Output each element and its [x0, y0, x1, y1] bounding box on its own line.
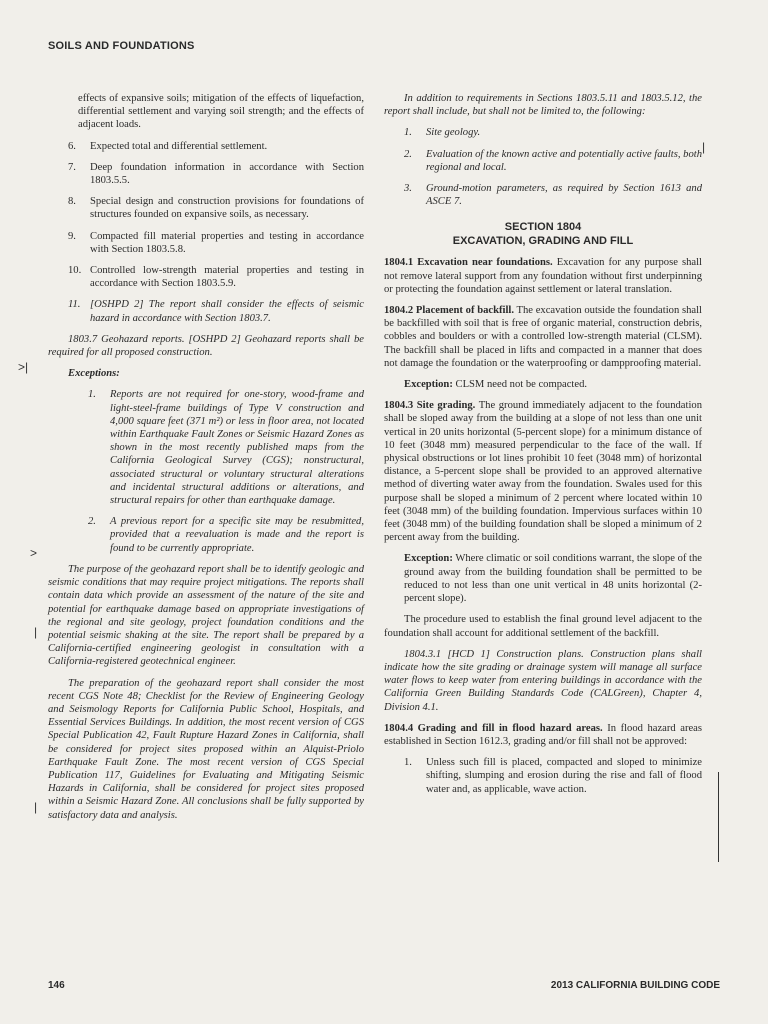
- section-1804-1-head: 1804.1 Excavation near foundations.: [384, 257, 553, 269]
- exception-clsm-body: CLSM need not be compacted.: [452, 379, 588, 391]
- list-number: 10.: [68, 265, 82, 277]
- list-text: Controlled low-strength material properties and testing in accordance with Section 1803.5.9.: [90, 265, 364, 290]
- report-item-1: [384, 126, 702, 139]
- section-heading: [384, 220, 702, 248]
- section-1804-4-body: In flood hazard areas established in Section 1612.3, grading and/or fill shall not be approved:: [384, 722, 702, 747]
- list-number: 2.: [404, 148, 412, 160]
- exception-slope: [384, 552, 702, 605]
- section-title: EXCAVATION, GRADING AND FILL: [452, 235, 634, 248]
- list-item-6: [48, 140, 364, 153]
- section-1804-3-body: The ground immediately adjacent to the foundation shall be sloped away from the building at a slope of not less than one unit vertical in 20 units horizontal (5-percent slope) for a minimum distance of 10 feet (3048 mm) measured perpendicular to the face of the wall. If physical obstructions or lot lines prohibit 10 feet (3048 mm) of horizontal distance, a 5-percent slope shall be provided to an approved alternative method of diverting water away from the foundation. Swales used for this purpose shall be sloped a minimum of 2 percent where located within 10 feet (3048 mm) of the building foundation. Impervious surfaces within 10 feet (3048 mm) of the building foundation shall be sloped a minimum of 2 percent away from the building.: [384, 400, 702, 544]
- section-1804-1: [384, 256, 702, 296]
- section-1804-1-body: Excavation for any purpose shall not remove lateral support from any foundation without first underpinning or protecting the foundation against settlement or lateral translation.: [384, 257, 702, 295]
- list-text: Ground-motion parameters, as required by Section 1613 and ASCE 7.: [426, 183, 702, 208]
- paragraph-preparation: The preparation of the geohazard report shall consider the most recent CGS Note 48; Checklist for the Review of Engineering Geology and Seismology Reports for California Public School, Hospitals, and Essential Services Buildings. In addition, the most recent version of CGS Special Publication 42, Fault Rupture Hazard Zones in California, shall be considered for project sites proposed within an Alquist-Priolo Earthquake Fault Zone. The most recent version of CGS Special Publication 117, Guidelines for Evaluating and Mitigating Seismic Hazards in California, shall be considered for project sites proposed within a Seismic Hazard Zone. All conclusions shall be fully supported by satisfactory data and analysis.: [48, 677, 364, 821]
- list-text: Deep foundation information in accordance with Section 1803.5.5.: [90, 161, 364, 187]
- flood-item-1: [384, 756, 702, 796]
- page-number: 146: [48, 980, 65, 991]
- report-item-3: [384, 182, 702, 208]
- margin-change-bar: [718, 772, 719, 862]
- list-text: Special design and construction provisions for foundations of structures founded on expansive soils, as necessary.: [90, 196, 364, 221]
- section-1804-3-head: 1804.3 Site grading.: [384, 400, 476, 412]
- section-1804-4: [384, 722, 702, 748]
- list-number: 9.: [68, 230, 76, 242]
- exception-slope-body: Where climatic or soil conditions warrant, the slope of the ground away from the building foundation shall be permitted to be reduced to not less than one unit vertical in 48 units horizontal (2-percent slope).: [404, 553, 702, 605]
- list-number: 1.: [88, 389, 96, 401]
- exception-2: [48, 515, 364, 555]
- section-1804-2-head: 1804.2 Placement of backfill.: [384, 305, 514, 317]
- section-1803-7: 1803.7 Geohazard reports. [OSHPD 2] Geohazard reports shall be required for all proposed construction.: [48, 333, 364, 359]
- margin-change-mark: >|: [18, 360, 29, 374]
- list-number: 6.: [68, 140, 76, 152]
- section-1804-3-1: 1804.3.1 [HCD 1] Construction plans. Construction plans shall indicate how the site grading or drainage system will manage all surface water flows to keep water from entering buildings in accordance with the California Green Building Standards Code (CALGreen), Chapter 4, Division 4.1.: [384, 648, 702, 713]
- left-column: [48, 92, 364, 830]
- list-text: Site geology.: [426, 127, 481, 139]
- list-text: Reports are not required for one-story, wood-frame and light-steel-frame buildings of Type V construction and 4,000 square feet (371 m²) or less in floor area, not located within Earthquake Fault Zones or Seismic Hazard Zones as shown in the most recently published maps from the California Geological Survey (CGS); nonstructural, associated structural or voluntary structural alterations and incidental structural additions or alterations, and structural repairs for other than earthquake damage.: [110, 389, 364, 507]
- exception-slope-head: Exception:: [404, 553, 453, 565]
- report-intro: In addition to requirements in Sections 1803.5.11 and 1803.5.12, the report shall include, but shall not be limited to, the following:: [384, 93, 702, 118]
- right-column: [384, 92, 702, 804]
- list-text: A previous report for a specific site may be resubmitted, provided that a reevaluation is made and the report is found to be currently appropriate.: [110, 516, 364, 554]
- list-text: [OSHPD 2] The report shall consider the effects of seismic hazard in accordance with Section 1803.7.: [90, 299, 364, 324]
- intro-continuation: effects of expansive soils; mitigation of the effects of liquefaction, differential settlement and varying soil strength; and the effects of adjacent loads.: [78, 93, 364, 131]
- margin-change-mark: >: [30, 546, 38, 560]
- margin-change-mark: |: [702, 140, 706, 154]
- margin-change-mark: |: [34, 800, 38, 814]
- section-1804-4-head: 1804.4 Grading and fill in flood hazard areas.: [384, 722, 603, 734]
- list-text: Evaluation of the known active and potentially active faults, both regional and local.: [426, 148, 702, 173]
- section-1804-2: [384, 304, 702, 370]
- report-item-2: [384, 148, 702, 174]
- margin-change-mark: |: [34, 625, 38, 639]
- list-item-8: [48, 195, 364, 221]
- list-number: 3.: [404, 183, 412, 195]
- list-text: Expected total and differential settlement.: [90, 140, 268, 152]
- section-1804-3: [384, 399, 702, 544]
- list-number: 2.: [88, 516, 96, 528]
- list-item-11: [48, 298, 364, 324]
- list-number: 7.: [68, 161, 76, 173]
- list-number: 1.: [404, 127, 412, 139]
- list-item-10: [48, 264, 364, 290]
- exception-1: [48, 388, 364, 507]
- list-number: 11.: [68, 299, 81, 311]
- exceptions-heading: Exceptions:: [68, 368, 120, 380]
- list-item-9: [48, 230, 364, 256]
- code-title: 2013 CALIFORNIA BUILDING CODE: [550, 980, 720, 991]
- list-text: Compacted fill material properties and testing in accordance with Section 1803.5.8.: [90, 230, 364, 255]
- section-1804-2-body: The excavation outside the foundation shall be backfilled with soil that is free of organic material, construction debris, cobbles and boulders or with a controlled low-strength material (CLSM). The backfill shall be placed in lifts and compacted in a manner that does not damage the foundation or the waterproofing or dampproofing material.: [384, 305, 702, 369]
- running-header: SOILS AND FOUNDATIONS: [48, 40, 195, 52]
- exception-clsm-head: Exception:: [404, 379, 453, 391]
- paragraph-purpose: The purpose of the geohazard report shall be to identify geologic and seismic conditions that may require project mitigations. The reports shall contain data which provide an assessment of the nature of the site and potential for earthquake damage based on appropriate investigations of the regional and site geology, project foundation conditions and the potential seismic shaking at the site. The report shall be prepared by a California-certified engineering geologist in consultation with a California-registered geotechnical engineer.: [48, 563, 364, 668]
- list-text: Unless such fill is placed, compacted and sloped to minimize shifting, slumping and erosion during the rise and fall of flood water and, as applicable, wave action.: [426, 757, 702, 795]
- paragraph-procedure: The procedure used to establish the final ground level adjacent to the foundation shall account for additional settlement of the backfill.: [384, 614, 702, 639]
- section-number: SECTION 1804: [504, 221, 582, 234]
- list-number: 8.: [68, 196, 76, 208]
- list-number: 1.: [404, 757, 412, 769]
- exception-clsm: [384, 378, 702, 391]
- list-item-7: [48, 161, 364, 187]
